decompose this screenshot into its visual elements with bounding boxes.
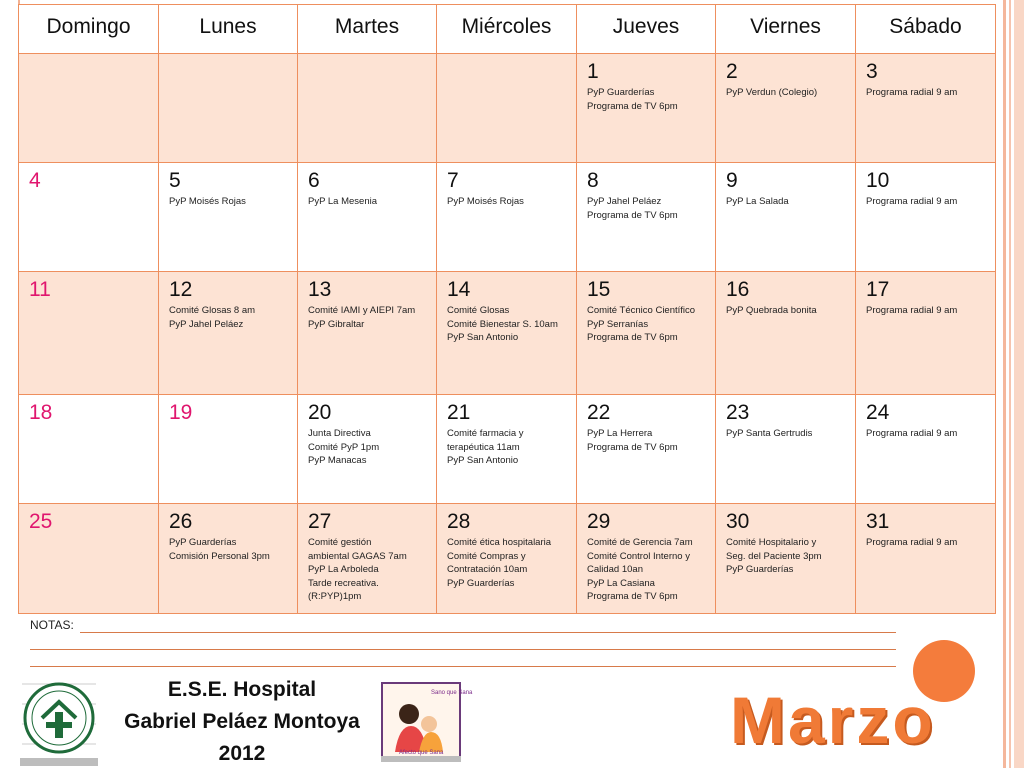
event-item: Programa de TV 6pm [587, 209, 678, 221]
event-item: Comité Glosas [447, 305, 510, 316]
weekday-header [159, 5, 298, 54]
event-item: PyP La Casiana [587, 577, 655, 589]
day-cell-content [437, 504, 576, 590]
notes-label: NOTAS: [30, 618, 74, 632]
calendar-grid [18, 4, 996, 614]
day-cell[interactable] [577, 54, 716, 163]
day-cell[interactable] [298, 54, 437, 163]
event-item: Programa radial 9 am [866, 87, 958, 98]
event-item: Seg. del Paciente 3pm [726, 550, 822, 562]
day-number: 13 [308, 278, 332, 301]
weekday-header [856, 5, 996, 54]
day-cell[interactable] [716, 272, 856, 395]
day-number: 11 [29, 278, 51, 301]
day-number: 12 [169, 278, 193, 301]
day-cell-content [577, 395, 715, 454]
day-cell[interactable] [159, 163, 298, 272]
event-item: Comité Compras y [447, 550, 526, 562]
decor-stripe [1009, 0, 1011, 768]
day-cell-content [298, 163, 436, 209]
event-item: Comité Hospitalario y [726, 537, 817, 548]
event-item: PyP Verdun (Colegio) [726, 87, 818, 98]
day-number: 25 [29, 510, 53, 533]
event-item: PyP Gibraltar [308, 318, 365, 330]
day-number: 21 [447, 401, 471, 424]
day-cell[interactable] [19, 395, 159, 504]
event-item: PyP Jahel Peláez [587, 196, 662, 207]
day-cell[interactable] [19, 504, 159, 614]
event-item: PyP Manacas [308, 455, 367, 466]
day-cell-content [298, 395, 436, 468]
notes-line [30, 666, 896, 667]
campaign-text-bottom: Afecto que Sana [399, 750, 444, 756]
event-item: Comité Bienestar S. 10am [447, 318, 558, 330]
day-cell[interactable] [437, 163, 577, 272]
day-cell-content [716, 163, 855, 209]
hospital-name [114, 674, 370, 770]
day-number: 28 [447, 510, 471, 533]
event-item: PyP Guarderías [587, 87, 655, 98]
event-item: PyP Guarderías [169, 537, 237, 548]
day-cell-content [19, 504, 158, 534]
day-number: 20 [308, 401, 332, 424]
week-row [19, 163, 996, 272]
weekday-header-row [19, 5, 996, 54]
event-item: PyP Serranías [587, 318, 649, 330]
day-number: 24 [866, 401, 890, 424]
day-cell-content [856, 54, 995, 100]
event-item: Comité Técnico Científico [587, 305, 696, 316]
day-cell[interactable] [856, 272, 996, 395]
week-row [19, 395, 996, 504]
day-cell-content [577, 54, 715, 113]
day-cell[interactable] [298, 504, 437, 614]
day-cell[interactable] [437, 272, 577, 395]
event-item: Programa radial 9 am [866, 305, 958, 316]
day-cell[interactable] [856, 395, 996, 504]
weekday-header [716, 5, 856, 54]
event-item: Programa radial 9 am [866, 537, 958, 548]
day-number: 1 [587, 60, 599, 83]
day-number: 17 [866, 278, 890, 301]
day-cell[interactable] [298, 163, 437, 272]
day-number: 18 [29, 401, 53, 424]
day-number: 6 [308, 169, 320, 192]
day-number: 19 [169, 401, 193, 424]
day-cell-content [159, 163, 297, 209]
weekday-header [298, 5, 437, 54]
day-cell-content [437, 54, 576, 60]
event-item: Contratación 10am [447, 564, 528, 575]
decor-stripe [1003, 0, 1006, 768]
event-item: Comité Glosas 8 am [169, 305, 256, 316]
day-cell[interactable] [716, 395, 856, 504]
day-cell-content [159, 54, 297, 60]
event-item: Programa de TV 6pm [587, 100, 678, 112]
weekday-label: Domingo [46, 15, 131, 38]
day-number: 3 [866, 60, 878, 83]
day-cell-content [856, 504, 995, 550]
week-row [19, 272, 996, 395]
event-item: Programa de TV 6pm [587, 591, 678, 602]
day-cell[interactable] [19, 163, 159, 272]
day-cell[interactable] [159, 504, 298, 614]
day-cell-content [716, 54, 855, 100]
day-number: 23 [726, 401, 750, 424]
day-cell[interactable] [716, 54, 856, 163]
day-cell[interactable] [19, 272, 159, 395]
day-cell-content [19, 272, 158, 302]
week-row [19, 54, 996, 163]
day-number: 31 [866, 510, 890, 533]
decor-stripe [1014, 0, 1024, 768]
event-item: Programa radial 9 am [866, 196, 958, 207]
day-number: 30 [726, 510, 750, 533]
day-cell[interactable] [577, 163, 716, 272]
event-item: Programa de TV 6pm [587, 332, 678, 343]
weekday-header [19, 5, 159, 54]
hospital-line2: Gabriel Peláez Montoya [124, 710, 360, 733]
event-item: PyP Moisés Rojas [447, 196, 524, 207]
notes-line [30, 649, 896, 650]
day-cell-content [159, 395, 297, 425]
day-cell-content [298, 504, 436, 604]
event-item: PyP La Mesenia [308, 196, 378, 207]
event-item: PyP Quebrada bonita [726, 305, 817, 316]
event-item: terapéutica 11am [447, 441, 520, 453]
day-number: 29 [587, 510, 611, 533]
day-cell[interactable] [159, 272, 298, 395]
day-number: 26 [169, 510, 193, 533]
day-cell-content [577, 504, 715, 604]
day-cell-content [298, 54, 436, 60]
day-number: 15 [587, 278, 611, 301]
day-cell-content [159, 504, 297, 563]
event-item: (R:PYP)1pm [308, 591, 362, 602]
event-item: Comité Control Interno y [587, 550, 690, 562]
weekday-label: Lunes [199, 15, 257, 38]
day-cell-content [856, 272, 995, 318]
day-cell-content [437, 163, 576, 209]
day-cell[interactable] [437, 395, 577, 504]
event-item: Comité IAMI y AIEPI 7am [308, 305, 416, 316]
day-cell[interactable] [298, 395, 437, 504]
weekday-header [437, 5, 577, 54]
event-item: PyP San Antonio [447, 455, 519, 466]
weekday-label: Martes [334, 15, 400, 38]
day-cell[interactable] [856, 504, 996, 614]
day-cell[interactable] [856, 163, 996, 272]
day-cell[interactable] [159, 54, 298, 163]
event-item: Comité ética hospitalaria [447, 537, 552, 548]
day-cell[interactable] [437, 54, 577, 163]
event-item: PyP La Arboleda [308, 564, 379, 575]
calendar-year: 2012 [218, 742, 266, 765]
day-cell-content [577, 272, 715, 345]
event-item: PyP Guarderías [447, 577, 515, 589]
event-item: Programa de TV 6pm [587, 441, 678, 453]
campaign-text-top: Sano que Sana [431, 690, 473, 696]
event-item: Junta Directiva [308, 428, 371, 439]
hospital-crest-icon [20, 674, 98, 766]
day-number: 14 [447, 278, 471, 301]
weekday-header [577, 5, 716, 54]
day-cell-content [19, 54, 158, 60]
event-item: Calidad 10an [587, 564, 643, 575]
event-item: PyP Moisés Rojas [169, 196, 246, 207]
event-item: PyP La Salada [726, 196, 789, 207]
day-cell[interactable] [19, 54, 159, 163]
day-cell[interactable] [577, 395, 716, 504]
day-number: 2 [726, 60, 738, 83]
day-cell-content [856, 163, 995, 209]
weekday-label: Sábado [889, 15, 962, 38]
event-item: Comité farmacia y [447, 428, 524, 439]
day-number: 9 [726, 169, 738, 192]
event-item: Comité gestión [308, 537, 372, 548]
day-number: 4 [29, 169, 41, 192]
event-item: PyP San Antonio [447, 332, 519, 343]
month-title: Marzo [730, 683, 936, 757]
event-item: Comité PyP 1pm [308, 441, 380, 453]
calendar-body [19, 54, 996, 614]
day-number: 16 [726, 278, 750, 301]
event-item: PyP La Herrera [587, 428, 653, 439]
day-number: 5 [169, 169, 181, 192]
event-item: PyP Santa Gertrudis [726, 428, 813, 439]
day-cell-content [437, 272, 576, 345]
day-cell-content [577, 163, 715, 222]
day-cell-content [298, 272, 436, 331]
day-number: 22 [587, 401, 611, 424]
weekday-label: Jueves [612, 15, 680, 38]
event-item: Comisión Personal 3pm [169, 550, 270, 562]
event-item: ambiental GAGAS 7am [308, 550, 407, 562]
hospital-line1: E.S.E. Hospital [167, 678, 317, 701]
day-cell[interactable] [577, 504, 716, 614]
day-cell[interactable] [716, 504, 856, 614]
day-number: 7 [447, 169, 459, 192]
event-item: Comité de Gerencia 7am [587, 537, 693, 548]
day-cell-content [716, 272, 855, 318]
notes-line [80, 632, 896, 633]
mother-child-campaign-icon [381, 682, 473, 762]
day-cell[interactable] [298, 272, 437, 395]
day-cell-content [159, 272, 297, 331]
day-number: 10 [866, 169, 890, 192]
day-number: 27 [308, 510, 332, 533]
weekday-label: Miércoles [461, 15, 552, 38]
event-item: Programa radial 9 am [866, 428, 958, 439]
day-cell[interactable] [716, 163, 856, 272]
day-cell-content [19, 163, 158, 193]
day-cell-content [716, 395, 855, 441]
day-cell[interactable] [437, 504, 577, 614]
day-cell-content [716, 504, 855, 577]
event-item: Tarde recreativa. [308, 577, 379, 589]
day-cell-content [19, 395, 158, 425]
weekday-label: Viernes [750, 15, 821, 38]
event-item: PyP Jahel Peláez [169, 318, 244, 330]
day-cell[interactable] [856, 54, 996, 163]
day-cell[interactable] [159, 395, 298, 504]
day-cell-content [437, 395, 576, 468]
event-item: PyP Guarderías [726, 564, 794, 575]
day-cell-content [856, 395, 995, 441]
day-number: 8 [587, 169, 599, 192]
day-cell[interactable] [577, 272, 716, 395]
week-row [19, 504, 996, 614]
